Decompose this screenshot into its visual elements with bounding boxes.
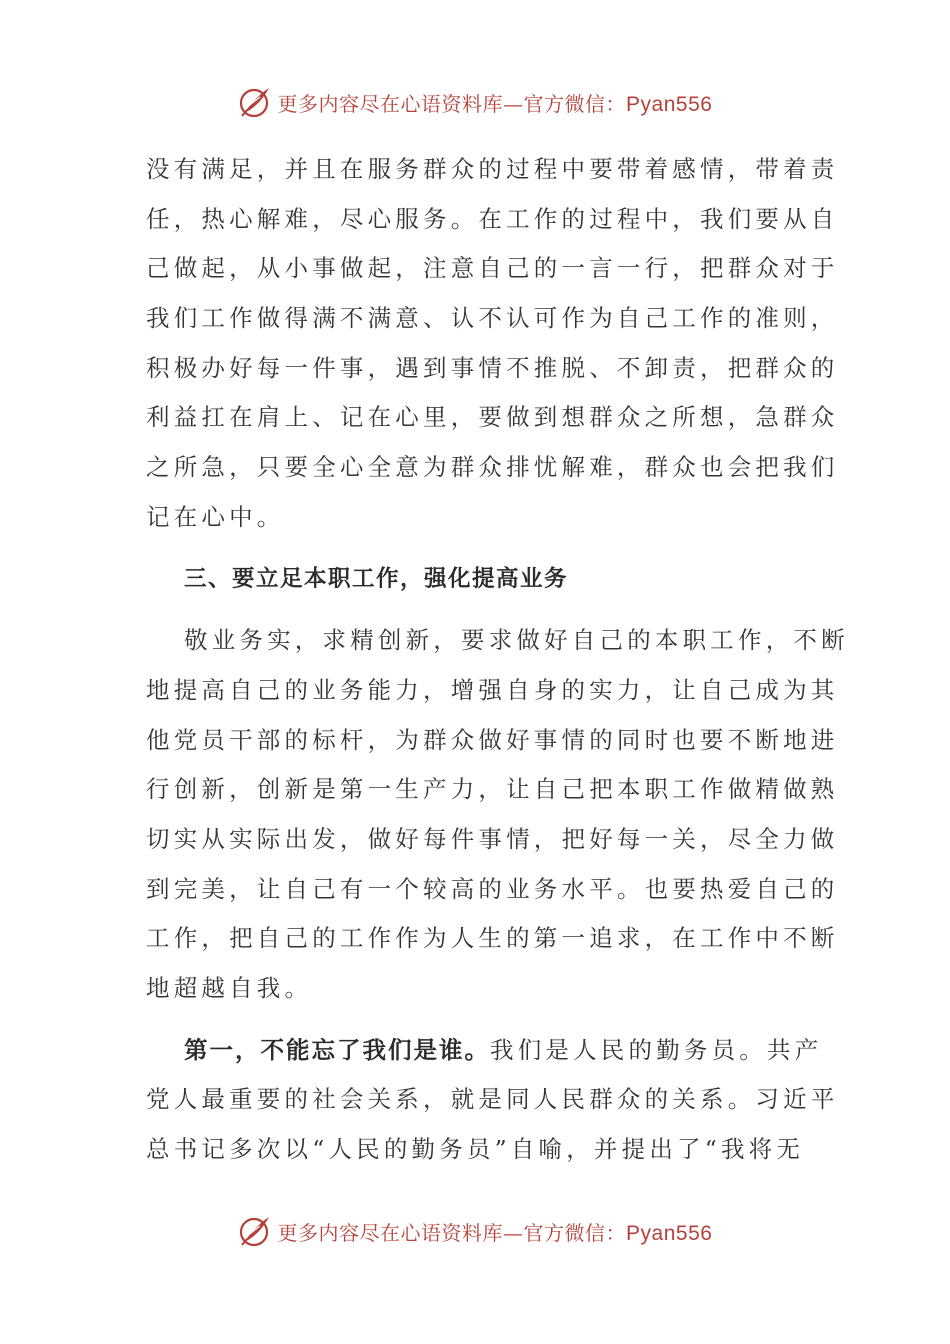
paragraph-gap <box>146 1014 806 1026</box>
text-line: 到完美，让自己有一个较高的业务水平。也要热爱自己的 <box>146 874 839 903</box>
lead-line-rest: 我们是人民的勤务员。共产 <box>490 1035 823 1064</box>
header-watermark <box>0 82 950 122</box>
paragraph-service <box>146 145 839 543</box>
quill-logo-icon <box>238 1214 272 1248</box>
watermark-id: Pyan556 <box>626 92 713 116</box>
text-line: 党人最重要的社会关系，就是同人民群众的关系。习近平 <box>146 1085 839 1114</box>
text-line: 记在心中。 <box>146 502 285 531</box>
text-line: 没有满足，并且在服务群众的过程中要带着感情，带着责 <box>146 155 839 183</box>
text-line: 己做起，从小事做起，注意自己的一言一行，把群众对于 <box>146 254 839 283</box>
text-line: 敬业务实，求精创新，要求做好自己的本职工作，不断 <box>184 626 849 655</box>
section-heading: 三、要立足本职工作，强化提高业务 <box>184 565 569 592</box>
watermark-id: Pyan556 <box>626 1221 713 1245</box>
watermark-text: 更多内容尽在心语资料库—官方微信：Pyan556 <box>277 91 713 116</box>
text-line: 他党员干部的标杆，为群众做好事情的同时也要不断地进 <box>146 725 839 754</box>
text-line: 任，热心解难，尽心服务。在工作的过程中，我们要从自 <box>146 204 839 233</box>
text-line: 之所急，只要全心全意为群众排忧解难，群众也会把我们 <box>146 453 839 482</box>
text-line: 利益扛在肩上、记在心里，要做到想群众之所想，急群众 <box>146 403 839 432</box>
text-line: 总书记多次以“人民的勤务员”自喻，并提出了“我将无 <box>146 1135 805 1164</box>
document-body <box>146 145 849 1175</box>
text-line: 地提高自己的业务能力，增强自身的实力，让自己成为其 <box>146 675 839 704</box>
footer-watermark <box>0 1211 950 1251</box>
watermark-text: 更多内容尽在心语资料库—官方微信：Pyan556 <box>277 1220 713 1245</box>
text-line: 我们工作做得满不满意、认不认可作为自己工作的准则， <box>146 304 839 333</box>
text-line: 切实从实际出发，做好每件事情，把好每一关，尽全力做 <box>146 824 839 853</box>
paragraph-identity <box>146 1026 839 1175</box>
bold-lead-sentence: 第一，不能忘了我们是谁。 <box>184 1035 490 1064</box>
paragraph-work <box>146 616 849 1014</box>
text-line: 积极办好每一件事，遇到事情不推脱、不卸责，把群众的 <box>146 353 839 382</box>
quill-logo-icon <box>238 85 272 119</box>
text-line: 地超越自我。 <box>146 974 313 1002</box>
text-line <box>146 1026 823 1076</box>
text-line: 行创新，创新是第一生产力，让自己把本职工作做精做熟 <box>146 775 839 804</box>
text-line: 工作，把自己的工作作为人生的第一追求，在工作中不断 <box>146 924 839 953</box>
